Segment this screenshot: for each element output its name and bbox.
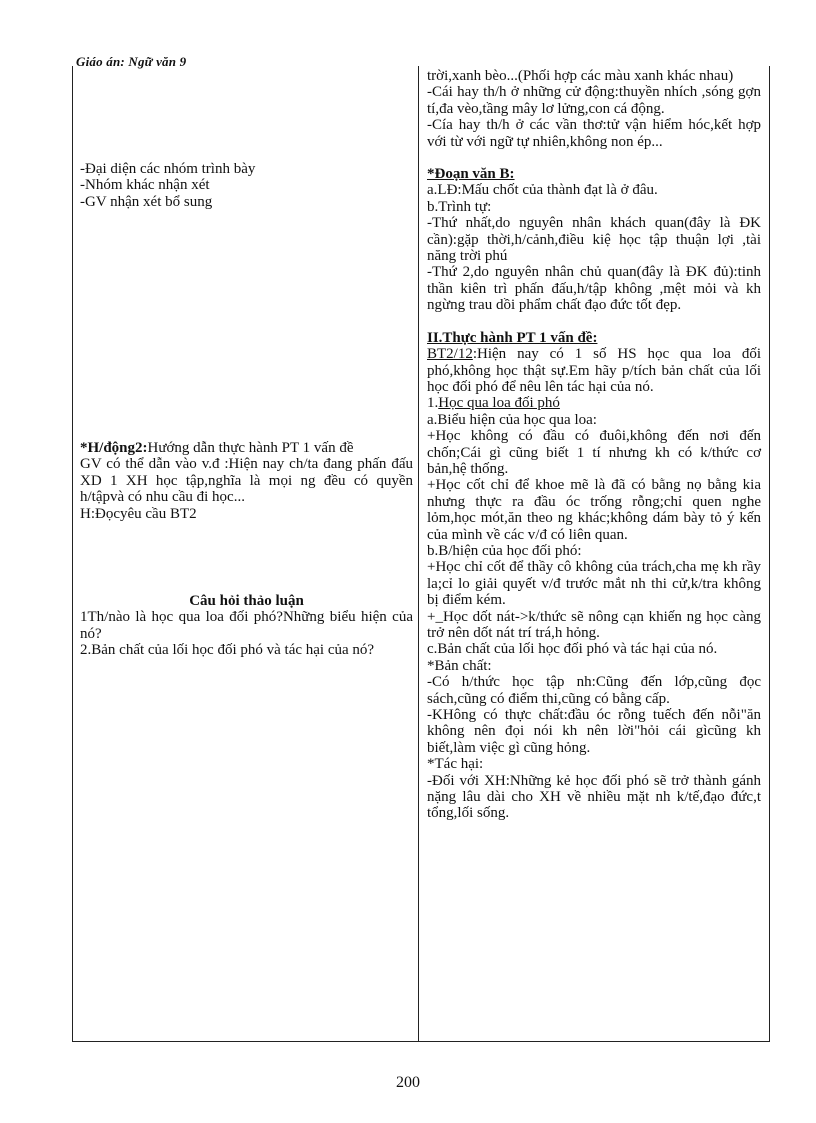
document-header: Giáo án: Ngữ văn 9 bbox=[76, 54, 187, 69]
column-divider bbox=[418, 66, 419, 1041]
b-title: b.B/hiện của học đối phó: bbox=[427, 542, 582, 559]
b-point-1: +Học chỉ cốt để thầy cô không của trách,cha mẹ kh rầy la;cỉ lo giải quyết v/đ trước mắt nh thi cử,k/tra không bị điểm kém. bbox=[427, 559, 761, 609]
nature-title: *Bản chất: bbox=[427, 657, 492, 674]
harm-title: *Tác hại: bbox=[427, 756, 484, 773]
a-point-2: +Học cốt chỉ để khoe mẽ là đã có bằng nọ bằng kia nhưng thực ra đầu óc trống rỗng;chỉ quen nghe lỏm,học mót,ăn theo ng khác;không dám bày tỏ ý kến của mình về các v/đ có liên quan. bbox=[427, 477, 761, 543]
nature-1: -Có h/thức học tập nh:Cũng đến lớp,cũng đọc sách,cũng có điểm thi,cũng có bằng cấp. bbox=[427, 674, 761, 707]
item-1-text: Học qua loa đối phó bbox=[438, 395, 560, 412]
a-point-1: +Học không có đầu có đuôi,không đến nơi đến chốn;Cái gì cũng biết 1 tí nhưng kh có k/thức cơ bản,hệ thống. bbox=[427, 428, 761, 477]
exercise-bt2 bbox=[427, 346, 761, 395]
activity-text: Hướng dẫn thực hành PT 1 vấn đề bbox=[147, 440, 354, 456]
b-second: -Thứ 2,do nguyên nhân chủ quan(đây là ĐK đủ):tinh thần kiên trì phấn đấu,h/tập không ,mệt mỏi và kh ngừng trau dồi phẩm chất đạo đức tốt đẹp. bbox=[427, 264, 761, 314]
activity-label: *H/động2: bbox=[80, 440, 148, 456]
bt-text: :Hiện nay có 1 số HS học qua loa đối phó,không học thật sự.Em hãy p/tích bản chất của lối học đối phó để nêu lên tác hại của nó. bbox=[427, 346, 761, 395]
left-discussion bbox=[80, 593, 413, 659]
item-1-title bbox=[427, 395, 761, 411]
page-number: 200 bbox=[396, 1074, 420, 1091]
b-argument: a.LĐ:Mấu chốt của thành đạt là ở đâu. bbox=[427, 182, 658, 199]
item-1-num: 1. bbox=[427, 395, 439, 412]
question-1: 1Th/nào là học qua loa đối phó?Những biểu hiện của nó? bbox=[80, 609, 413, 642]
c-title: c.Bản chất của lối học đối phó và tác hại của nó. bbox=[427, 641, 718, 658]
r-movements: -Cái hay th/h ở những cử động:thuyền nhích ,sóng gợn tí,đa vèo,tầng mây lơ lửng,con cá động. bbox=[427, 84, 761, 117]
heading-doan-van-b: *Đoạn văn B: bbox=[427, 166, 515, 183]
r-rhymes: -Cía hay th/h ở các vần thơ:tử vận hiểm hóc,kết hợp với từ với ngữ tự nhiên,không non ép... bbox=[427, 117, 761, 150]
left-group-steps bbox=[80, 161, 413, 210]
b-point-2: +_Học dốt nát->k/thức sẽ nông cạn khiến ng học càng trở nên dốt nát trí trá,h hỏng. bbox=[427, 608, 761, 641]
left-activity-2 bbox=[80, 440, 413, 522]
nature-2: -KHông có thực chất:đầu óc rỗng tuếch đến nỗi"ăn không nên đọi nói kh nên lời"hỏi cái gìcũng kh biết,làm việc gì cũng hỏng. bbox=[427, 707, 761, 756]
question-2: 2.Bản chất của lối học đối phó và tác hại của nó? bbox=[80, 642, 375, 659]
h-read: H:Đọcyêu cầu BT2 bbox=[80, 505, 197, 522]
r-colors: trời,xanh bèo...(Phối hợp các màu xanh khác nhau) bbox=[427, 68, 734, 84]
step-teacher: -GV nhận xét bổ sung bbox=[80, 193, 213, 210]
b-order: b.Trình tự: bbox=[427, 198, 492, 215]
heading-section-2: II.Thực hành PT 1 vấn đề: bbox=[427, 329, 598, 346]
a-title: a.Biểu hiện của học qua loa: bbox=[427, 411, 597, 428]
bt-label: BT2/12 bbox=[427, 346, 473, 363]
b-first: -Thứ nhất,do nguyên nhân khách quan(đây là ĐK cần):gặp thời,h/cảnh,điều kiệ học tập thuận lợi ,tài năng trời phú bbox=[427, 215, 761, 265]
right-column bbox=[427, 68, 761, 822]
discussion-title: Câu hỏi thảo luận bbox=[189, 593, 304, 609]
step-present: -Đại diện các nhóm trình bày bbox=[80, 161, 256, 177]
harm-1: -Đối với XH:Những kẻ học đối phó sẽ trở thành gánh nặng lâu dài cho XH về nhiều mặt nh k/tế,đạo đức,t tổng,lối sống. bbox=[427, 772, 761, 822]
activity-2 bbox=[80, 440, 413, 456]
step-comment: -Nhóm khác nhận xét bbox=[80, 177, 210, 194]
gv-intro: GV có thể dẫn vào v.đ :Hiện nay ch/ta đang phấn đấu XD 1 XH học tập,nghĩa là mọi ng đều có quyền h/tậpvà có nhu cầu đi học... bbox=[80, 456, 413, 506]
